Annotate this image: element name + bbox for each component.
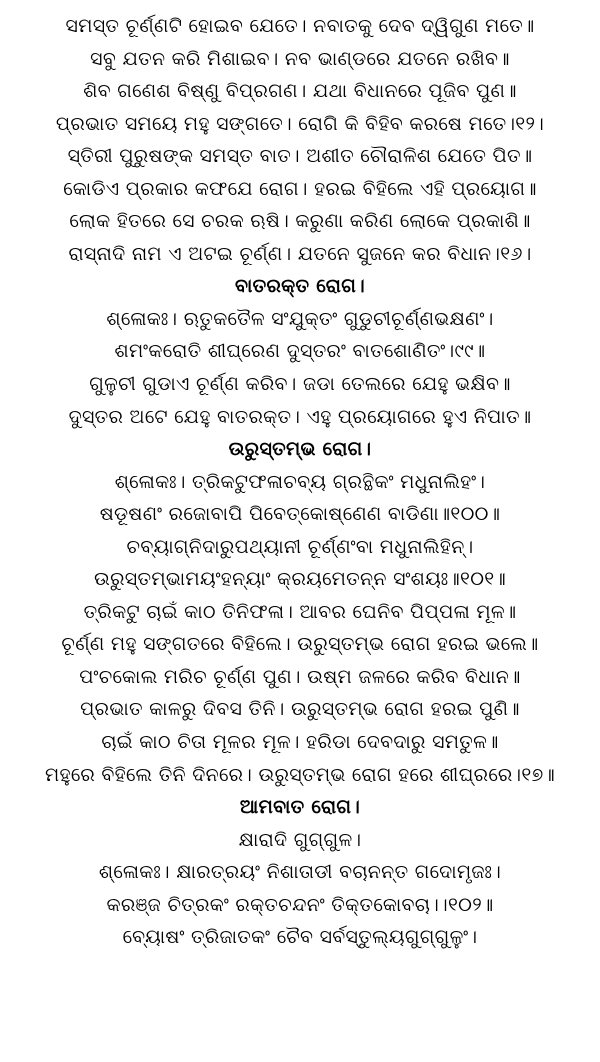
- text-line: ଲୋକ ହିତରେ ସେ ଚରକ ଋଷି। କରୁଣା କରିଣ ଲୋକେ ପ୍ରକାଶି॥: [69, 210, 531, 233]
- text-line: ଶ୍ଳୋକଃ। ତ୍ରିକଟୁଫଳାଚବ୍ୟ ଗ୍ରନ୍ଥିକଂ ମଧୁନାଲିହଂ।: [114, 470, 486, 493]
- text-line: ଦୁସ୍ତର ଅଟେ ଯେହୁ ବାତରକ୍ତ। ଏହୁ ପ୍ରୟୋଗରେ ହୁଏ ନିପାତ॥: [68, 405, 532, 428]
- text-line: ମହୁରେ ବିହିଲେ ତିନି ଦିନରେ। ଉରୁସ୍ତମ୍ଭ ରୋଗ ହରେ ଶୀଘ୍ରରେ।୧୭॥: [44, 763, 556, 786]
- text-line: ଉରୁସ୍ତମ୍ଭାମୟଂହନ୍ୟାଂ କ୍ରୟମେତନ୍ନ ସଂଶୟଃ॥୧୦୧॥: [93, 568, 507, 591]
- text-line: ସମସ୍ତ ଚୂର୍ଣ୍ଣଟି ହୋଇବ ଯେତେ। ନବାତକୁ ଦେବ ଦ୍ୱିଗୁଣ ମତେ॥: [65, 15, 535, 37]
- text-line: ତ୍ରିକଟୁ ଚାଇଁ କାଠ ତିନିଫଳା। ଆବର ଘେନିବ ପିପ୍ପଳା ମୂଳ॥: [83, 600, 517, 623]
- text-line: ସବୁ ଯତନ କରି ମିଶାଇବ। ନବ ଭାଣ୍ଡରେ ଯତନେ ରଖିବ॥: [90, 47, 510, 70]
- text-line: ଷଡୂଷଣଂ ରଜୋବାପି ପିବେତ୍କୋଷ୍ଣେଣ ବାଡିଣା॥୧୦୦॥: [99, 503, 501, 526]
- section-heading: ଉରୁସ୍ତମ୍ଭ ରୋଗ।: [228, 438, 372, 461]
- text-line: ଚାଇଁ କାଠ ଚିତା ମୂଳର ମୂଳ। ହରିଡା ଦେବଦାରୁ ସମତୁଳ॥: [101, 731, 499, 754]
- text-line: ଚବ୍ୟାଗ୍ନିଦାରୁପଥ୍ୟାନୀ ଚୂର୍ଣ୍ଣଂବା ମଧୁନାଲିହିନ୍।: [126, 535, 474, 558]
- text-line: ସ୍ତିରୀ ପୁରୁଷଙ୍କ ସମସ୍ତ ବାତ। ଅଶୀତ ଚୌରାଳିଶ ଯେତେ ପିତ॥: [67, 145, 533, 168]
- text-line: ପ୍ରଭାତ ସମୟେ ମହୁ ସଙ୍ଗତେ। ରୋଗି କି ବିହିବ କରଷେ ମତେ।୧୨।: [55, 112, 545, 135]
- text-line: ପଂଚକୋଲ ମରିଚ ଚୂର୍ଣ୍ଣ ପୁଣ। ଉଷ୍ମ ଜଳରେ କରିବ ବିଧାନ॥: [79, 665, 521, 688]
- text-line: ଶ୍ଳୋକଃ। ଋତୁକତୈଳ ସଂଯୁକ୍ତଂ ଗୁଡୁଚୀଚୂର୍ଣ୍ଣଭକ୍ଷଣଂ।: [106, 307, 494, 330]
- text-line: ଶିବ ଗଣେଶ ବିଷ୍ଣୁ ବିପ୍ରଗଣ। ଯଥା ବିଧାନରେ ପୂଜିବ ପୁଣ॥: [83, 80, 517, 103]
- text-line: ବ୍ୟୋଷଂ ତ୍ରିଜାତକଂ ଚୈବ ସର୍ବସ୍ତୁଲ୍ୟଗୁଗ୍ଗୁଳୁଂ।: [122, 926, 478, 949]
- text-line: କ୍ଷାରାଦି ଗୁଗ୍ଗୁଳ।: [238, 828, 362, 851]
- text-line: ରାସ୍ନାଦି ନାମ ଏ ଅଟଇ ଚୂର୍ଣ୍ଣ। ଯତନେ ସୁଜନେ କର ବିଧାନ।୧୬।: [68, 242, 532, 265]
- section-heading: ବାତରକ୍ତ ରୋଗ।: [235, 275, 365, 298]
- text-line: ପ୍ରଭାତ କାଳରୁ ଦିବସ ତିନି। ଉରୁସ୍ତମ୍ଭ ରୋଗ ହରଇ ପୁଣି॥: [80, 698, 520, 721]
- text-line: ଶମଂକରୋତି ଶୀଘ୍ରେଣ ଦୁସ୍ତରଂ ବାତଶୋଣିତଂ।୯୯॥: [114, 340, 486, 363]
- text-line: କରଞ୍ଜ ଚିତ୍ରକଂ ରକ୍ତଚନ୍ଦନଂ ତିକ୍ତକୋବଚା।।୧୦୨॥: [106, 893, 494, 916]
- text-line: ଶ୍ଳୋକଃ। କ୍ଷାରତ୍ରୟଂ ନିଶାତାଡୀ ବଚାନନ୍ତ ଗଦୋମୃଜଃ।: [98, 861, 502, 884]
- text-line: ଚୂର୍ଣ୍ଣ ମହୁ ସଙ୍ଗତରେ ବିହିଲେ। ଉରୁସ୍ତମ୍ଭ ରୋଗ ହରଇ ଭଲେ॥: [61, 633, 539, 656]
- section-heading: ଆମବାତ ରୋଗ।: [239, 796, 361, 819]
- text-line: ଗୁଳୁଚୀ ଗୁଡାଏ ଚୂର୍ଣ୍ଣ କରିବ। ଜଡା ତେଲରେ ଯେହୁ ଭକ୍ଷିବ॥: [89, 373, 511, 396]
- text-line: କୋଡିଏ ପ୍ରକାର କଫଯେ ରୋଗ। ହରଇ ବିହିଲେ ଏହି ପ୍ରୟୋଗ॥: [63, 177, 537, 200]
